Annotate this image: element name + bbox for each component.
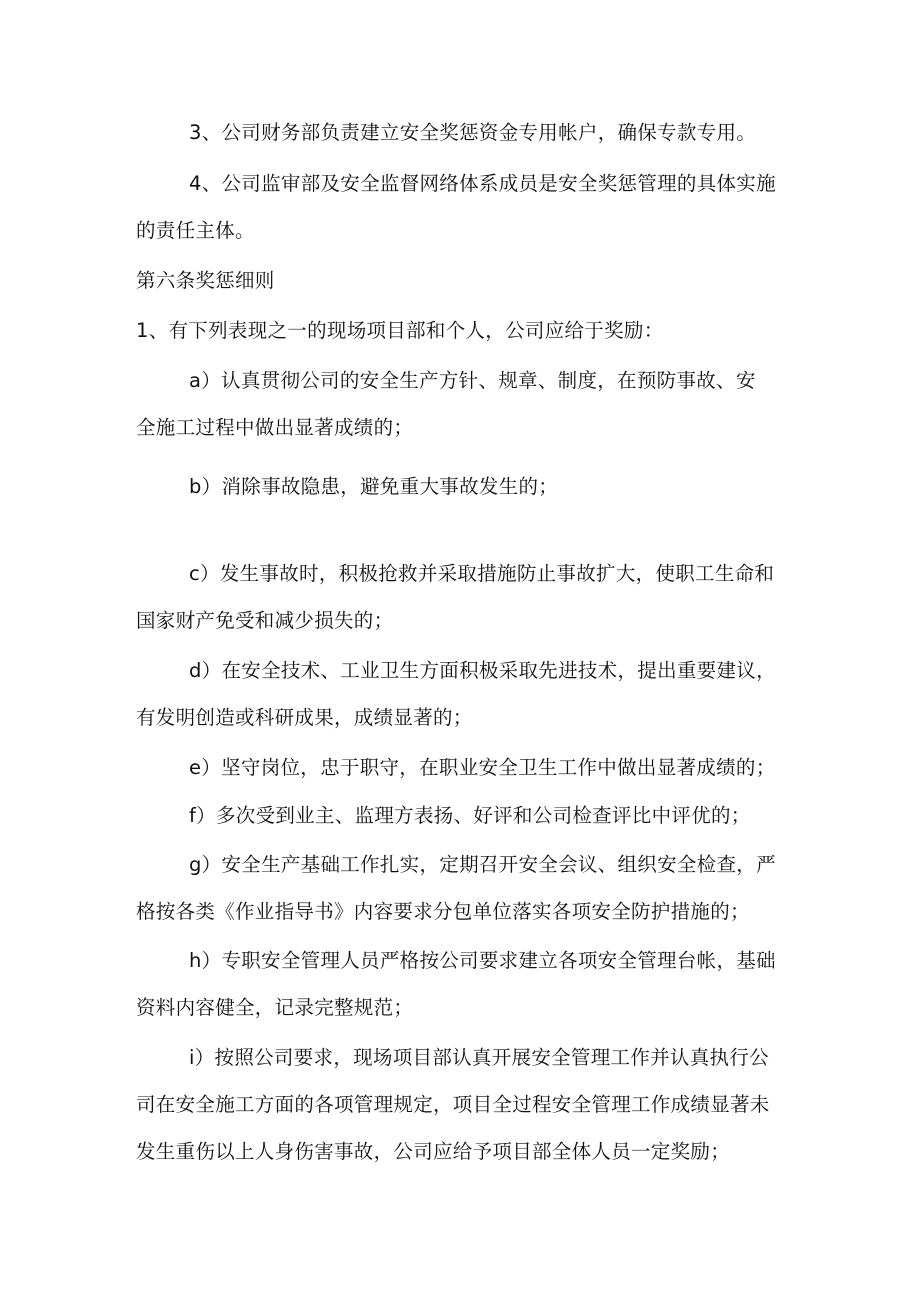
item-g-line-2: 格按各类《作业指导书》内容要求分包单位落实各项安全防护措施的； (136, 900, 750, 923)
item-h-line-2: 资料内容健全，记录完整规范； (136, 996, 414, 1019)
article-6-heading: 第六条奖惩细则 (136, 269, 275, 292)
item-d-line-1: d）在安全技术、工业卫生方面积极采取先进技术，提出重要建议， (189, 659, 776, 682)
paragraph-4-line-2: 的责任主体。 (136, 219, 255, 242)
item-a-line-1: a）认真贯彻公司的安全生产方针、规章、制度，在预防事故、安 (189, 369, 756, 392)
paragraph-3-line-1: 3、公司财务部负责建立安全奖惩资金专用帐户，确保专款专用。 (189, 121, 757, 144)
item-1-line: 1、有下列表现之一的现场项目部和个人，公司应给于奖励： (136, 319, 664, 342)
item-h-line-1: h）专职安全管理人员严格按公司要求建立各项安全管理台帐，基础 (189, 949, 776, 972)
item-i-line-1: i）按照公司要求，现场项目部认真开展安全管理工作并认真执行公 (189, 1046, 769, 1069)
item-i-line-2: 司在安全施工方面的各项管理规定，项目全过程安全管理工作成绩显著未 (136, 1093, 770, 1116)
item-c-line-1: c）发生事故时，积极抢救并采取措施防止事故扩大，使职工生命和 (189, 562, 775, 585)
item-e-line: e）坚守岗位，忠于职守，在职业安全卫生工作中做出显著成绩的； (189, 756, 776, 779)
item-d-line-2: 有发明创造或科研成果，成绩显著的； (136, 706, 473, 729)
item-a-line-2: 全施工过程中做出显著成绩的； (136, 416, 414, 439)
item-c-line-2: 国家财产免受和减少损失的； (136, 609, 394, 632)
paragraph-4-line-1: 4、公司监审部及安全监督网络体系成员是安全奖惩管理的具体实施 (189, 172, 776, 195)
item-i-line-3: 发生重伤以上人身伤害事故，公司应给予项目部全体人员一定奖励； (136, 1140, 731, 1163)
item-g-line-1: g）安全生产基础工作扎实，定期召开安全会议、组织安全检查，严 (189, 853, 776, 876)
item-f-line: f）多次受到业主、监理方表扬、好评和公司检查评比中评优的； (189, 804, 751, 827)
item-b-line: b）消除事故隐患，避免重大事故发生的； (189, 475, 559, 498)
